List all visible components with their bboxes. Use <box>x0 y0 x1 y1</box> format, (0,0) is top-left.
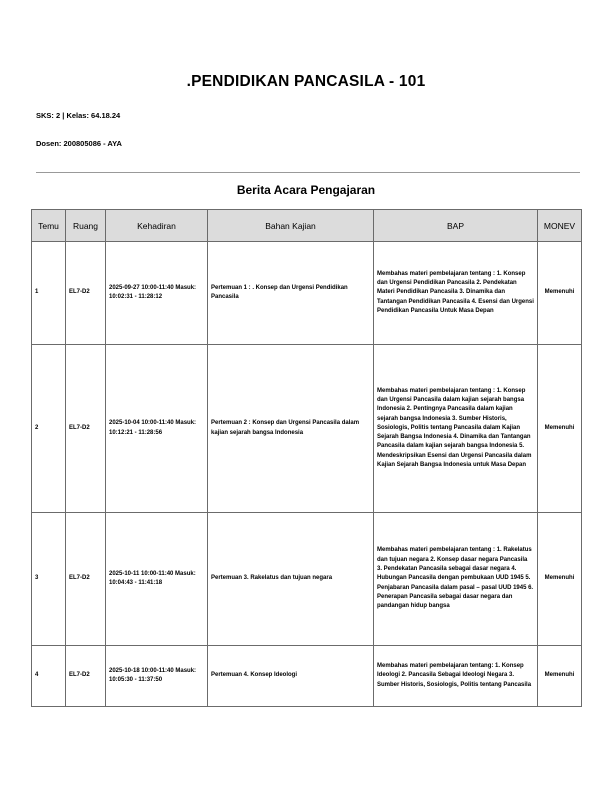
cell-temu: 4 <box>32 646 66 707</box>
cell-monev: Memenuhi <box>538 513 582 646</box>
horizontal-divider <box>36 172 580 173</box>
header-bahan-kajian: Bahan Kajian <box>208 210 374 242</box>
cell-bap: Membahas materi pembelajaran tentang : 1. Rakelatus dan tujuan negara 2. Konsep dasar negara Pancasila 3. Pendekatan Pancasila sebagai dasar negara 4. Hubungan Pancasila dengan pembukaan UUD 1945 5. Penjabaran Pancasila dalam pasal – pasal UUD 1945 6. Penerapan Pancasila sebagai dasar negara dan pandangan hidup bangsa <box>374 513 538 646</box>
cell-bahan-kajian: Pertemuan 3. Rakelatus dan tujuan negara <box>208 513 374 646</box>
cell-temu: 2 <box>32 345 66 513</box>
table-row <box>32 242 582 345</box>
cell-temu: 1 <box>32 242 66 345</box>
document-title: .PENDIDIKAN PANCASILA - 101 <box>186 73 426 90</box>
header-temu: Temu <box>32 210 66 242</box>
header-monev: MONEV <box>538 210 582 242</box>
table-row <box>32 345 582 513</box>
cell-bap: Membahas materi pembelajaran tentang : 1. Konsep dan Urgensi Pendidikan Pancasila 2. Pendekatan Materi Pendidikan Pancasila 3. Dinamika dan Tantangan Pendidikan Pancasila 4. Esensi dan Urgensi Pendidikan Pancasila Untuk Masa Depan <box>374 242 538 345</box>
cell-bap: Membahas materi pembelajaran tentang : 1. Konsep dan Urgensi Pancasila dalam kajian sejarah bangsa Indonesia 2. Pentingnya Pancasila dalam kajian sejarah bangsa Indonesia 3. Sumber Historis, Sosiologis, Politis tentang Pancasila dalam Kajian Sejarah Bangsa Indonesia 4. Dinamika dan Tantangan Pancasila dalam kajian sejarah bangsa Indonesia 5. Mendeskripsikan Esensi dan Urgensi Pancasila dalam Kajian Sejarah Bangsa Indonesia untuk Masa Depan <box>374 345 538 513</box>
header-bap: BAP <box>374 210 538 242</box>
cell-bap: Membahas materi pembelajaran tentang: 1. Konsep Ideologi 2. Pancasila Sebagai Ideologi Negara 3. Sumber Historis, Sosiologis, Politis tentang Pancasila <box>374 646 538 707</box>
cell-ruang: EL7-D2 <box>66 646 106 707</box>
cell-monev: Memenuhi <box>538 345 582 513</box>
cell-kehadiran: 2025-10-04 10:00-11:40 Masuk: 10:12:21 - 11:28:56 <box>106 345 208 513</box>
cell-ruang: EL7-D2 <box>66 513 106 646</box>
table-row <box>32 513 582 646</box>
cell-bahan-kajian: Pertemuan 1 : . Konsep dan Urgensi Pendidikan Pancasila <box>208 242 374 345</box>
cell-kehadiran: 2025-09-27 10:00-11:40 Masuk: 10:02:31 - 11:28:12 <box>106 242 208 345</box>
cell-bahan-kajian: Pertemuan 4. Konsep Ideologi <box>208 646 374 707</box>
dosen-line: Dosen: 200805086 - AYA <box>36 139 122 148</box>
cell-kehadiran: 2025-10-18 10:00-11:40 Masuk: 10:05:30 - 11:37:50 <box>106 646 208 707</box>
berita-acara-table <box>31 209 582 707</box>
cell-monev: Memenuhi <box>538 646 582 707</box>
cell-kehadiran: 2025-10-11 10:00-11:40 Masuk: 10:04:43 - 11:41:18 <box>106 513 208 646</box>
cell-ruang: EL7-D2 <box>66 242 106 345</box>
section-title: Berita Acara Pengajaran <box>236 183 376 197</box>
cell-monev: Memenuhi <box>538 242 582 345</box>
cell-temu: 3 <box>32 513 66 646</box>
table-row <box>32 646 582 707</box>
sks-kelas-line: SKS: 2 | Kelas: 64.18.24 <box>36 111 121 120</box>
cell-bahan-kajian: Pertemuan 2 : Konsep dan Urgensi Pancasila dalam kajian sejarah bangsa Indonesia <box>208 345 374 513</box>
header-kehadiran: Kehadiran <box>106 210 208 242</box>
header-ruang: Ruang <box>66 210 106 242</box>
cell-ruang: EL7-D2 <box>66 345 106 513</box>
table-header-row <box>32 210 582 242</box>
